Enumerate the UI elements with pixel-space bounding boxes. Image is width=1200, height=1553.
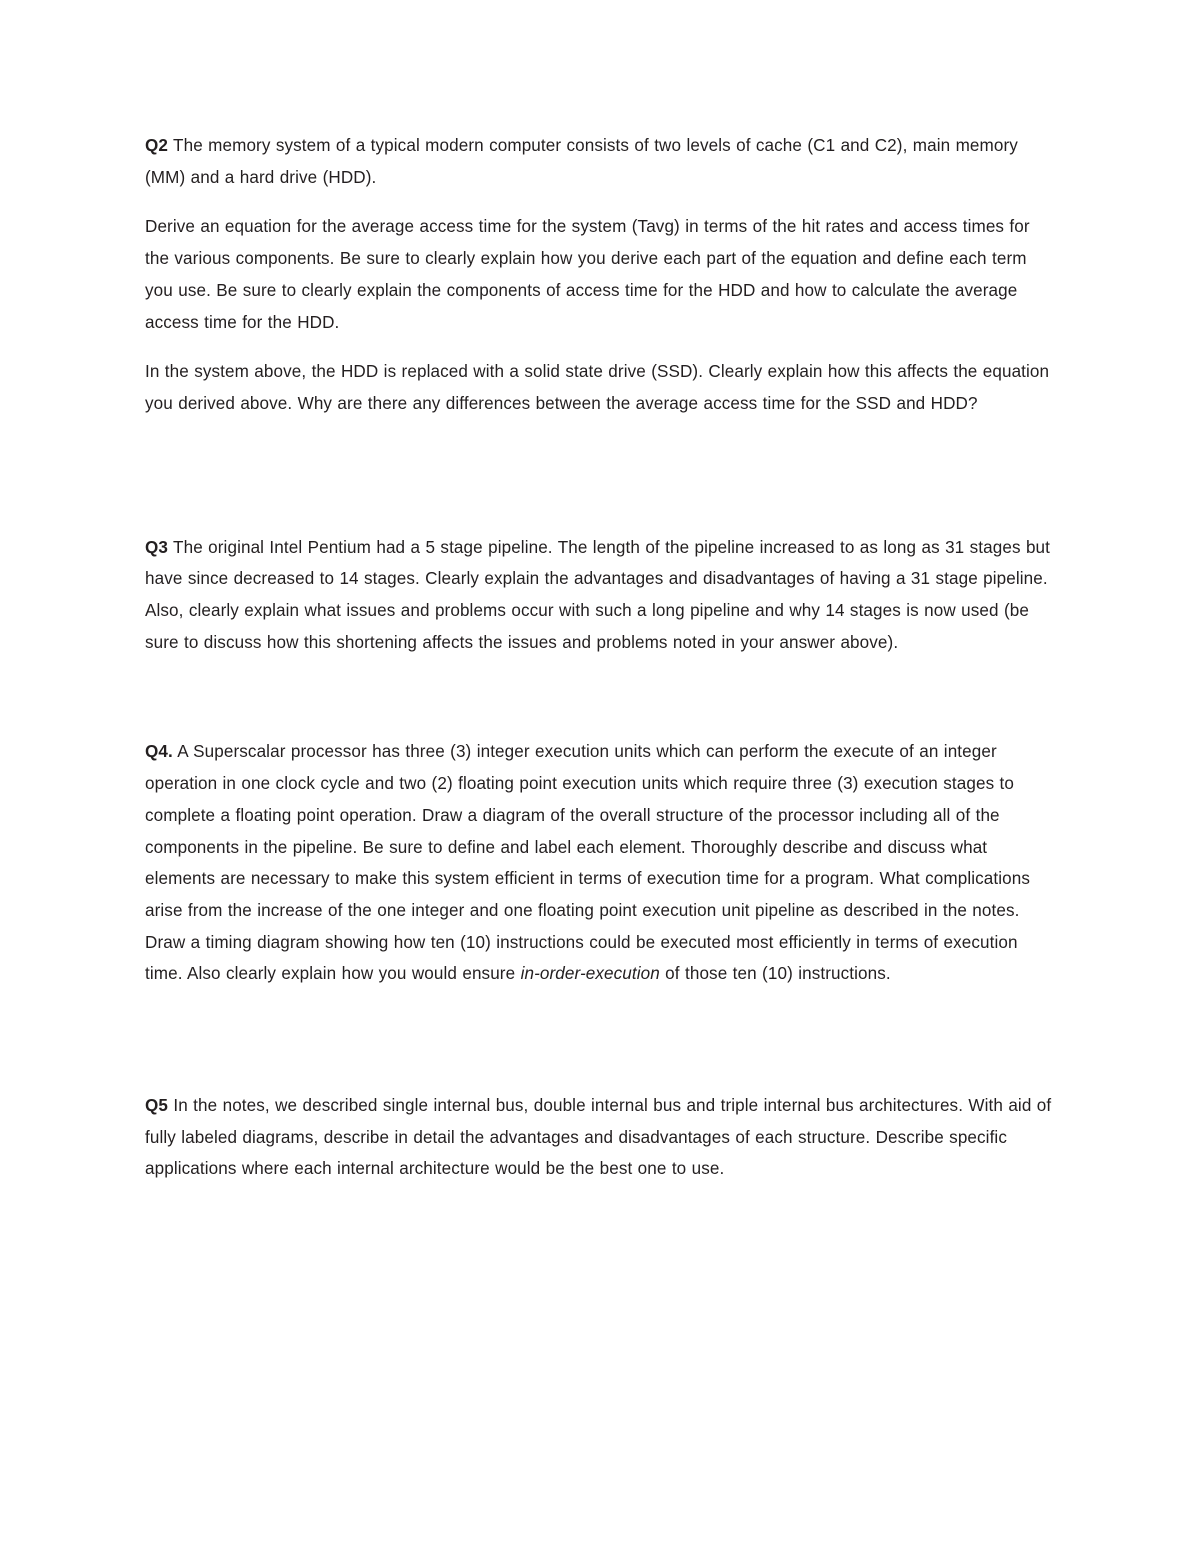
- question-text-q4-after: of those ten (10) instructions.: [659, 964, 891, 984]
- section-spacer-q2-q3: [145, 420, 1055, 532]
- question-label-q2: Q2: [145, 136, 169, 155]
- question-text-q2-part2: In the system above, the HDD is replaced with a solid state drive (SSD). Clearly explain how this affects the equation you derived above. Why are there any differences between the average access time for the SSD and HDD?: [145, 362, 1050, 413]
- document-body: [145, 130, 1055, 1185]
- section-spacer-q4-q5: [145, 990, 1055, 1090]
- question-q2-part1: [145, 211, 1055, 338]
- question-text-q4: A Superscalar processor has three (3) integer execution units which can perform the execute of an integer operation in one clock cycle and two (2) floating point execution units which require three (3) execution stages to complete a floating point operation. Draw a diagram of the overall structure of the processor including all of the components in the pipeline. Be sure to define and label each element. Thoroughly describe and discuss what elements are necessary to make this system efficient in terms of execution time for a program. What complications arise from the increase of the one integer and one floating point execution unit pipeline as described in the notes. Draw a timing diagram showing how ten (10) instructions could be executed most efficiently in terms of execution time. Also clearly explain how you would ensure: [145, 742, 1030, 984]
- question-text-q5: In the notes, we described single internal bus, double internal bus and triple internal bus architectures. With aid of fully labeled diagrams, describe in detail the advantages and disadvantages of each structure. Describe specific applications where each internal architecture would be the best one to use.: [145, 1096, 1052, 1179]
- question-label-q5: Q5: [145, 1096, 169, 1116]
- question-text-q2-part1: Derive an equation for the average access time for the system (Tavg) in terms of the hit rates and access times for the various components. Be sure to clearly explain how you derive each part of the equation and define each term you use. Be sure to clearly explain the components of access time for the HDD and how to calculate the average access time for the HDD.: [145, 217, 1030, 332]
- question-label-q4: Q4.: [145, 742, 173, 762]
- question-q3: [145, 532, 1055, 659]
- paragraph-spacer: [145, 338, 1055, 356]
- question-label-q3: Q3: [145, 537, 169, 557]
- question-emphasis-q4: in-order-execution: [520, 964, 660, 984]
- question-q2-part2: [145, 356, 1055, 419]
- question-q5: [145, 1090, 1055, 1185]
- paragraph-spacer: [145, 193, 1055, 211]
- question-text-q3: The original Intel Pentium had a 5 stage pipeline. The length of the pipeline increased to as long as 31 stages but have since decreased to 14 stages. Clearly explain the advantages and disadvantages of having a 31 stage pipeline. Also, clearly explain what issues and problems occur with such a long pipeline and why 14 stages is now used (be sure to discuss how this shortening affects the issues and problems noted in your answer above).: [145, 537, 1051, 652]
- question-text-q2-intro: The memory system of a typical modern computer consists of two levels of cache (C1 and C2), main memory (MM) and a hard drive (HDD).: [145, 136, 1018, 187]
- question-q4: [145, 736, 1055, 990]
- section-spacer-q3-q4: [145, 658, 1055, 736]
- question-q2-intro: [145, 130, 1055, 193]
